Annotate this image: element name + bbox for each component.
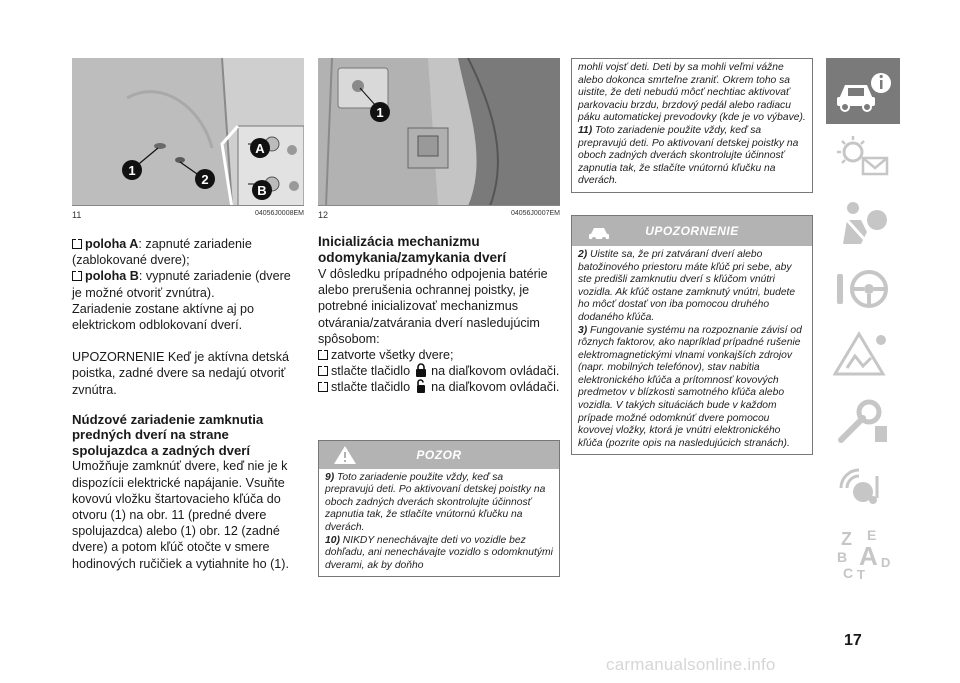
caution-header: [319, 441, 559, 469]
caution-box: [318, 440, 560, 578]
column-2: [318, 58, 560, 577]
tab-multimedia[interactable]: [826, 454, 900, 520]
tab-safety[interactable]: [826, 190, 900, 256]
index-letter: A: [859, 541, 878, 571]
figure-12-illustration: [318, 58, 560, 206]
list-item: [72, 268, 304, 300]
notice-body: [572, 246, 812, 455]
list-item: [318, 347, 560, 363]
steering-wheel-icon: [833, 264, 893, 314]
section-heading: Inicializácia mechanizmu odomykania/zamykania dverí: [318, 234, 507, 265]
notice-paragraph: UPOZORNENIE Keď je aktívna detská poistka, zadné dvere sa nedajú otvoriť zvnútra.: [72, 350, 290, 397]
step-1-text: zatvorte všetky dvere;: [331, 348, 454, 363]
note-3-text: Fungovanie systému na rozpoznanie závisí od rôznych faktorov, ako napríklad prípadné rušenie elektromagnetickými vlnami vonkajších zdrojov (napr. mobilných telefónov), stav nabitia elektronického kľúča a prítomnosť kovových predmetov v blízkosti samotného kľúča alebo vozidla. V takých situáciách bude v každom prípade možné odomknúť dvere pomocou kovovej vložky, ktorá je vnútri elektronického kľúča (pozrite opis na nasledujúcich stranách).: [578, 324, 802, 449]
tab-emergency[interactable]: [826, 322, 900, 388]
checkbox-bullet-icon: [72, 271, 82, 281]
note-10-text: NIKDY nenechávajte deti vo vozidle bez dohľadu, ani nenechávajte vozidlo s odomknutými dverami, ak by doňho: [325, 534, 553, 571]
tab-car-info[interactable]: [826, 58, 900, 124]
index-letter: C: [843, 565, 854, 581]
position-b-text: : vypnuté zariadenie (dvere je možné otvoriť zvnútra).: [72, 269, 291, 300]
callout-1-label: 1: [376, 105, 384, 120]
paragraph: Umožňuje zamknúť dvere, keď nie je k dispozícii elektrické napájanie. Vsuňte kovovú vložku štartovacieho kľúča do otvoru (1) na obr. 11 (predné dvere spolujazdca) alebo (1) obr. 12 (zadné dvere) a potom kľúč otočte v smere hodinových ručičiek a vytiahnite ho (1).: [72, 459, 290, 571]
callout-1-label: 1: [128, 163, 136, 178]
notice-title: UPOZORNENIE: [645, 223, 739, 238]
note-10-number: 10): [325, 534, 340, 546]
figure-11-code: 04056J0008EM: [254, 210, 304, 217]
step-3-text-a: stlačte tlačidlo: [331, 380, 411, 395]
safety-airbag-icon: [833, 198, 893, 248]
note-11-number: 11): [578, 124, 593, 136]
note-10-continued: mohli vojsť deti. Deti by sa mohli veľmi vážne alebo dokonca smrteľne zraniť. Okrem toho sa uistite, že deti nebudú môcť nechtiac aktivovať parkovaciu brzdu, brzdový pedál alebo radiacu páku automatickej prevodovky (kde je vo výbave).: [578, 62, 806, 124]
tab-warning-lights[interactable]: [826, 124, 900, 190]
note-10: [325, 535, 553, 573]
figure-11: [72, 58, 304, 206]
lock-icon: [415, 363, 427, 377]
paragraph: Zariadenie zostane aktívne aj po elektrickom odblokovaní dverí.: [72, 301, 255, 333]
step-2-text-b: na diaľkovom ovládači.: [431, 364, 560, 379]
caution-box-continued: [571, 58, 813, 193]
note-9-text: Toto zariadenie použite vždy, keď sa prepravujú deti. Po aktivovaní detskej poistky na oboch zadných dverách skontrolujte účinnosť zapnutia tak, že stlačíte vnútornú kľučku na dverách.: [325, 471, 546, 533]
figure-12-number: 12: [318, 210, 329, 220]
checkbox-bullet-icon: [318, 366, 328, 376]
checkbox-bullet-icon: [72, 239, 82, 249]
figure-11-illustration: [72, 58, 304, 206]
note-11-text: Toto zariadenie použite vždy, keď sa prepravujú deti. Po aktivovaní detskej poistky na oboch zadných dverách skontrolujte účinnosť zapnutia tak, že stlačíte vnútornú kľučku na dverách.: [578, 124, 799, 187]
tab-service[interactable]: [826, 388, 900, 454]
section-heading: Núdzové zariadenie zamknutia predných dverí na strane spolujazdca a zadných dverí: [72, 411, 264, 458]
index-letter: D: [881, 555, 891, 570]
tab-index[interactable]: [826, 520, 900, 590]
tab-driving[interactable]: [826, 256, 900, 322]
note-9: [325, 472, 553, 535]
step-2-text-a: stlačte tlačidlo: [331, 364, 411, 379]
figure-12-caption: [318, 210, 560, 222]
position-a-label: poloha A: [85, 237, 139, 251]
callout-b-label: B: [257, 183, 267, 198]
callout-2: [195, 169, 215, 189]
warning-triangle-icon: [333, 445, 357, 465]
checkbox-bullet-icon: [318, 350, 328, 360]
figure-12: [318, 58, 560, 206]
index-letters-icon: [833, 527, 893, 583]
checkbox-bullet-icon: [318, 382, 328, 392]
service-wrench-icon: [833, 396, 893, 446]
column-3: [571, 58, 813, 455]
callout-1: [370, 102, 390, 122]
position-a-text: : zapnuté zariadenie (zablokované dvere);: [72, 237, 252, 268]
index-letter: E: [867, 527, 877, 543]
caution-body: [319, 469, 559, 577]
position-b-label: poloha B: [85, 269, 139, 284]
warning-lights-icon: [833, 132, 893, 182]
index-letter: B: [837, 549, 848, 565]
notice-header: [572, 216, 812, 246]
note-3: [578, 325, 806, 451]
list-item: [318, 379, 560, 395]
car-hand-icon: [586, 220, 612, 242]
note-2-number: 2): [578, 248, 588, 260]
callout-b: [252, 180, 272, 200]
column-1: [72, 58, 304, 572]
list-item: [72, 236, 304, 268]
index-letter: Z: [841, 529, 852, 549]
callout-a-label: A: [255, 141, 265, 156]
page-number: 17: [844, 632, 862, 649]
callout-2-label: 2: [201, 172, 209, 187]
chapter-tabs: [826, 58, 900, 590]
step-3-text-b: na diaľkovom ovládači.: [431, 380, 560, 395]
position-list: [72, 236, 304, 301]
figure-11-number: 11: [72, 210, 82, 220]
list-item: [318, 363, 560, 379]
multimedia-icon: [833, 462, 893, 512]
callout-1: [122, 160, 142, 180]
note-2: [578, 249, 806, 325]
callout-a: [250, 138, 270, 158]
figure-11-caption: [72, 210, 304, 222]
note-11: [578, 125, 806, 188]
index-letter: T: [857, 567, 865, 582]
caution-body-continued: [572, 59, 812, 192]
paragraph: V dôsledku prípadného odpojenia batérie alebo prerušenia ochrannej poistky, je potrebné inicializovať mechanizmus otvárania/zatvárania dverí nasledujúcim spôsobom:: [318, 267, 548, 346]
figure-12-code: 04056J0007EM: [510, 210, 560, 217]
notice-box: [571, 215, 813, 456]
note-3-number: 3): [578, 324, 588, 336]
footer-watermark: carmanualsonline.info: [606, 655, 776, 674]
note-9-number: 9): [325, 471, 335, 483]
caution-title: POZOR: [416, 447, 462, 462]
car-info-icon: [833, 69, 893, 113]
emergency-icon: [833, 330, 893, 380]
unlock-icon: [416, 379, 426, 393]
note-2-text: Uistite sa, že pri zatváraní dverí alebo batožinového priestoru máte kľúč pri sebe, aby ste predišli zamknutiu dverí s kľúčom vnútri vozidla. Ak kľúč ostane zamknutý vnútri, budete ho môcť dostať von iba pomocou druhého dodaného kľúča.: [578, 248, 796, 323]
